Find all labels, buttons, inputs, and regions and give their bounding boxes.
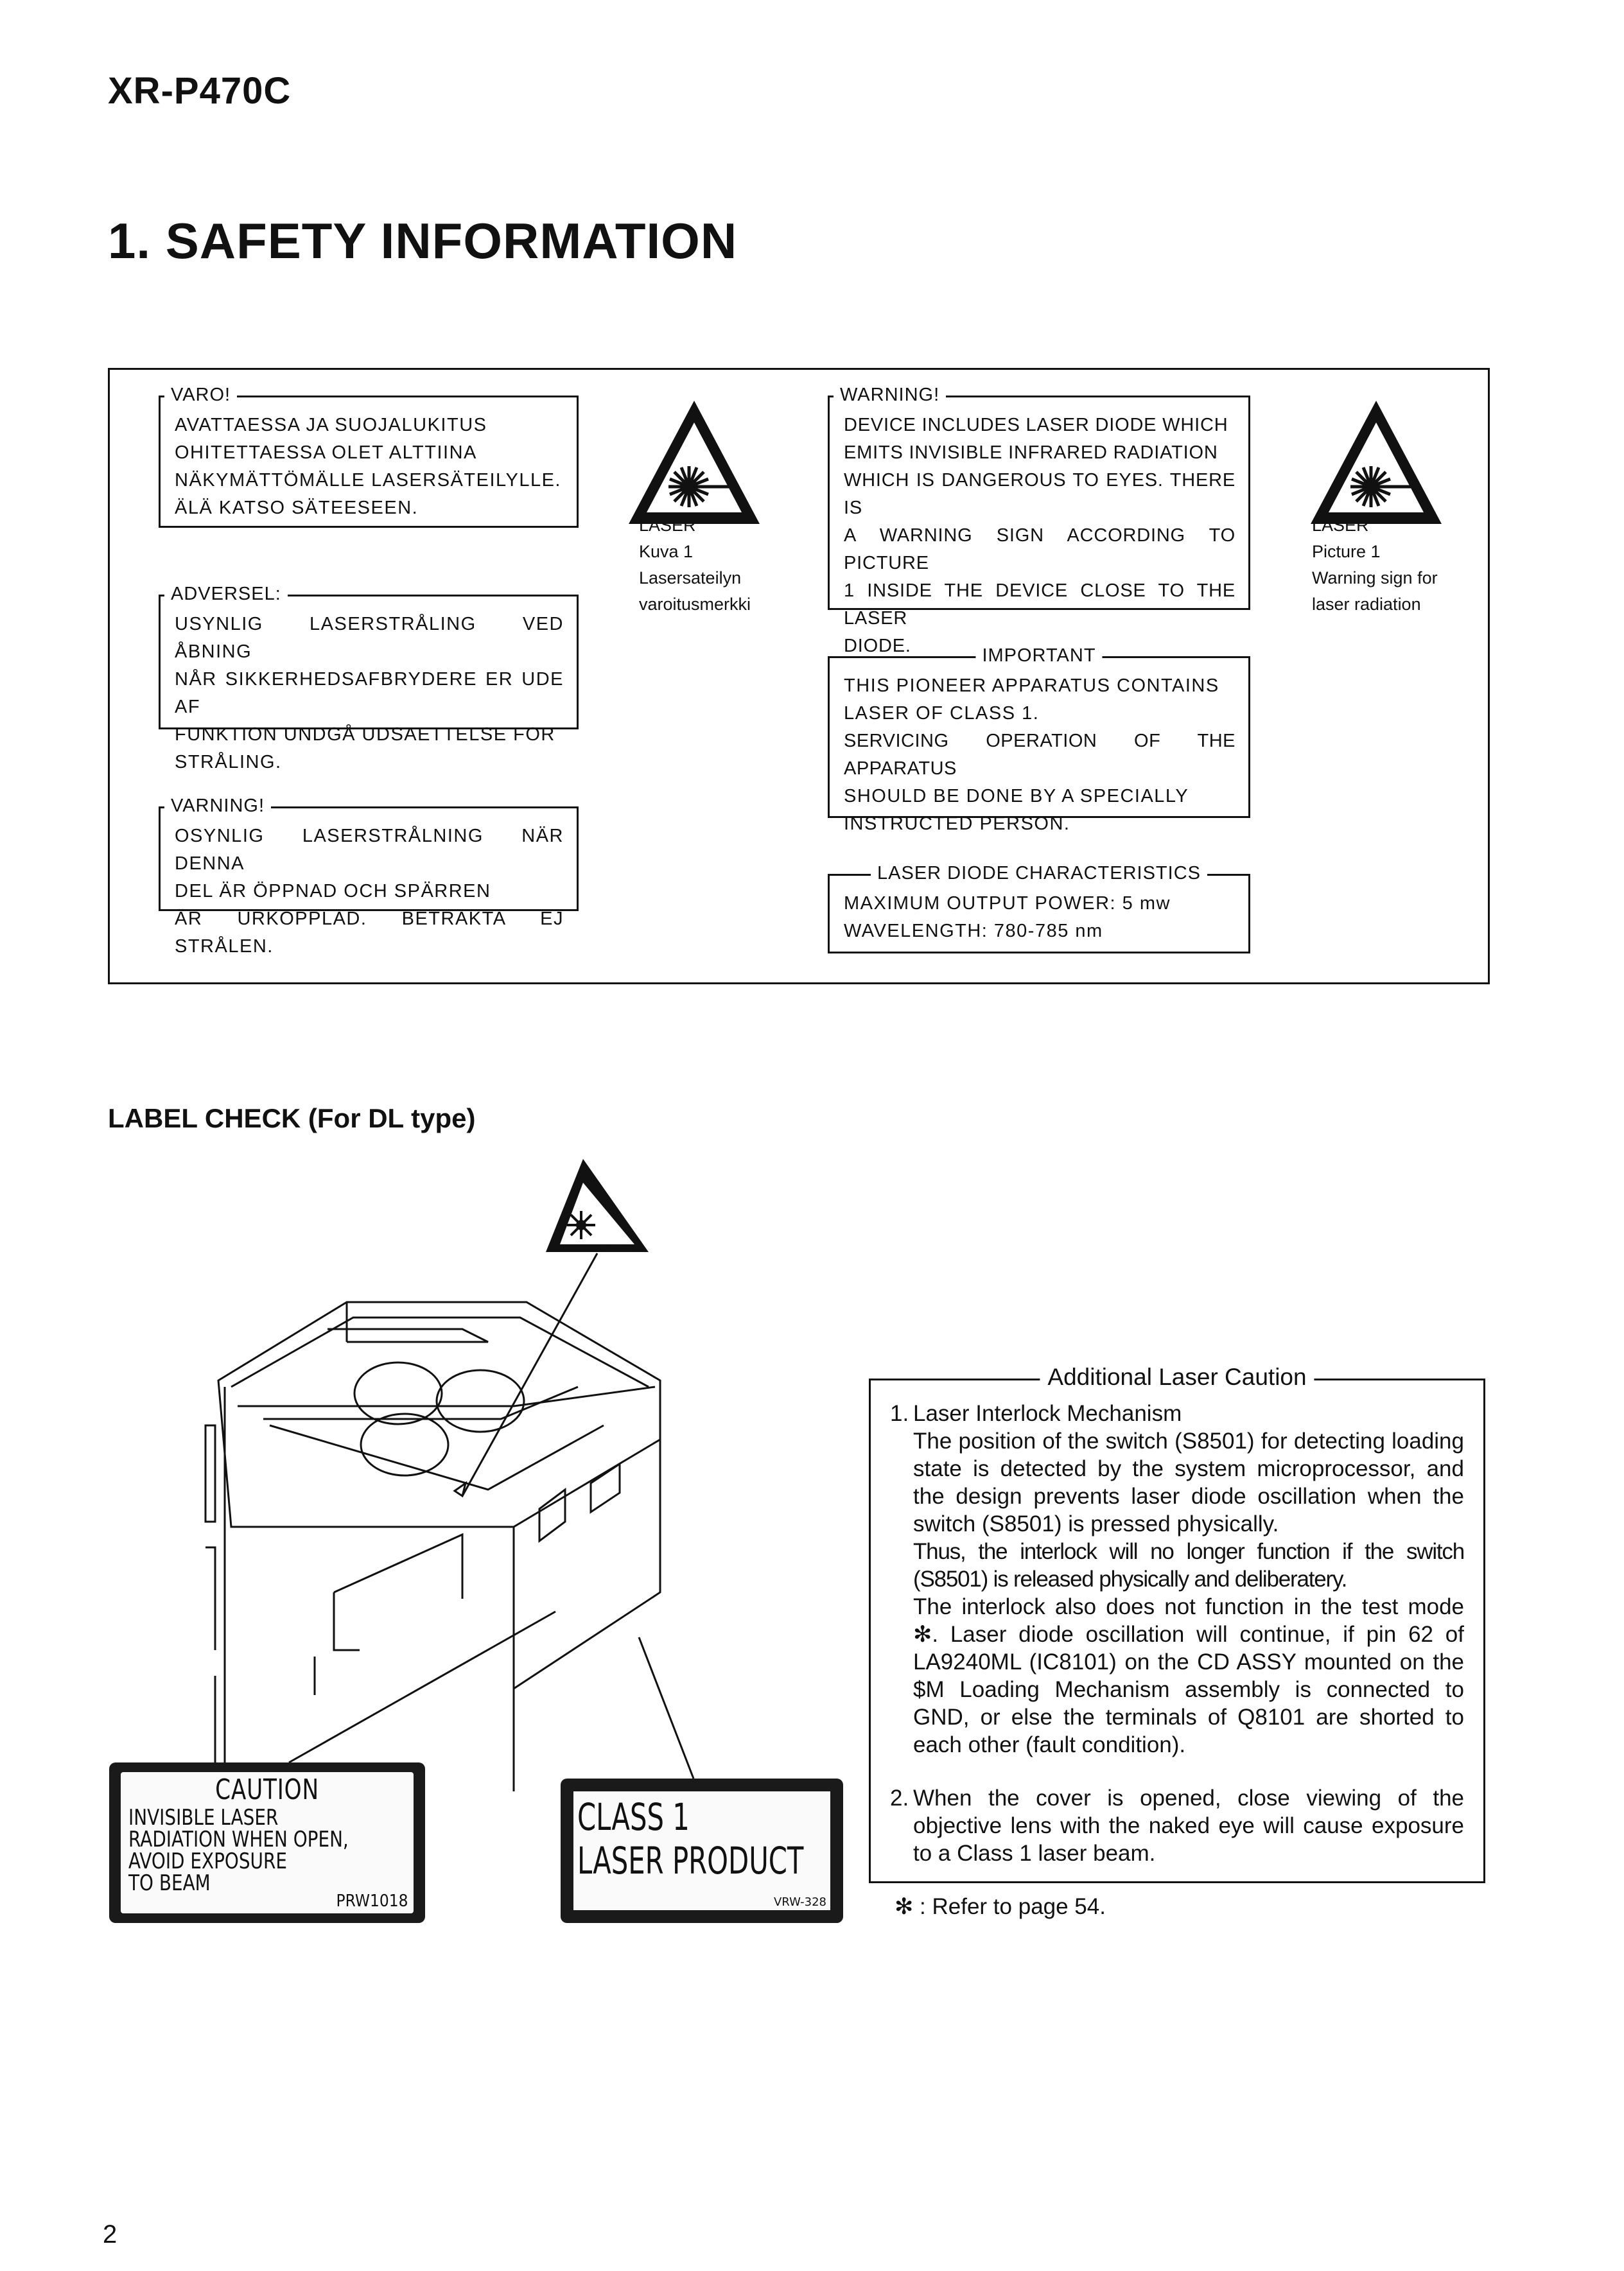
class-1-label <box>561 1779 843 1923</box>
notice-line: WHICH IS DANGEROUS TO EYES. THERE IS <box>844 470 1235 518</box>
notice-line: SERVICING OPERATION OF THE APPARATUS <box>844 731 1235 779</box>
notice-title: LASER DIODE CHARACTERISTICS <box>871 863 1207 884</box>
notice-title: VARNING! <box>164 796 271 817</box>
notice-line: DEVICE INCLUDES LASER DIODE WHICH <box>844 415 1228 435</box>
notice-line: A WARNING SIGN ACCORDING TO PICTURE <box>844 525 1235 573</box>
notice-line: 1 INSIDE THE DEVICE CLOSE TO THE LASER <box>844 580 1235 629</box>
class-label-code: VRW-328 <box>773 1895 826 1909</box>
notice-title: ADVERSEL: <box>164 584 288 605</box>
notice-line: NÄKYMÄTTÖMÄLLE LASERSÄTEILYLLE. <box>175 470 561 491</box>
caution-label-line: INVISIBLE LASER <box>128 1805 279 1831</box>
notice-line: THIS PIONEER APPARATUS CONTAINS <box>844 675 1219 696</box>
notice-line: OHITETTAESSA OLET ALTTIINA <box>175 442 477 463</box>
notice-adversel <box>159 584 579 772</box>
caution-label-line: RADIATION WHEN OPEN, <box>128 1827 349 1852</box>
notice-line: AVATTAESSA JA SUOJALUKITUS <box>175 415 487 435</box>
notice-line: LASER OF CLASS 1. <box>844 703 1040 724</box>
caution-label-code: PRW1018 <box>336 1892 408 1911</box>
label-check-title: LABEL CHECK (For DL type) <box>108 1103 476 1133</box>
sign-caption-line: laser radiation <box>1312 595 1421 614</box>
notice-title: IMPORTANT <box>975 645 1102 666</box>
caution-item <box>890 1784 1464 1867</box>
sign-caption-line: Warning sign for <box>1312 568 1438 587</box>
notice-title: VARO! <box>164 385 237 406</box>
sign-caption-line: Lasersateilyn <box>639 568 742 587</box>
section-title: 1. SAFETY INFORMATION <box>108 213 738 269</box>
notice-line: SHOULD BE DONE BY A SPECIALLY <box>844 786 1189 806</box>
caution-label-title: CAUTION <box>215 1773 319 1806</box>
caution-label-line: TO BEAM <box>128 1870 211 1896</box>
item-paragraph: Thus, the interlock will no longer function if the switch (S8501) is released physically and deliberatery. <box>913 1539 1464 1592</box>
notice-line: ÄR URKOPPLAD. BETRAKTA EJ STRÅLEN. <box>175 909 564 957</box>
notice-varo <box>159 385 579 528</box>
notice-line: NÅR SIKKERHEDSAFBRYDERE ER UDE AF <box>175 669 564 717</box>
sign-caption-line: Picture 1 <box>1312 542 1381 561</box>
notice-title: WARNING! <box>834 385 946 406</box>
notice-varning <box>159 796 579 957</box>
item-number: 1. <box>890 1401 909 1426</box>
notice-line: ÄLÄ KATSO SÄTEESEEN. <box>175 498 419 518</box>
notice-line: DEL ÄR ÖPPNAD OCH SPÄRREN <box>175 881 491 901</box>
notice-line: MAXIMUM OUTPUT POWER: 5 mw <box>844 893 1171 914</box>
item-paragraph: The interlock also does not function in the test mode ✻. Laser diode oscillation will continue, if pin 62 of LA9240ML (IC8101) on the CD ASSY mounted on the $M Loading Mechanism assembly is connected to GND, or else the terminals of Q8101 are shorted to each other (fault condition). <box>913 1594 1464 1757</box>
item-heading: Laser Interlock Mechanism <box>913 1401 1182 1426</box>
notice-line: FUNKTION UNDGÅ UDSAETTELSE FOR <box>175 724 555 745</box>
sign-caption-english <box>1312 512 1438 618</box>
safety-frame <box>108 368 1490 984</box>
sign-caption-line: Kuva 1 <box>639 542 694 561</box>
additional-laser-caution <box>869 1364 1485 1883</box>
notice-line: EMITS INVISIBLE INFRARED RADIATION <box>844 442 1218 463</box>
device-drawing <box>103 1149 873 1795</box>
footnote: ✻ : Refer to page 54. <box>895 1894 1106 1919</box>
class-label-line: LASER PRODUCT <box>577 1839 804 1883</box>
notice-line: STRÅLING. <box>175 752 282 772</box>
notice-diode-characteristics <box>828 863 1250 953</box>
caution-item <box>890 1400 1464 1759</box>
sign-code: VRW-329 <box>604 1244 633 1251</box>
model-title: XR-P470C <box>108 70 292 112</box>
sign-label: LASER <box>1312 516 1369 535</box>
item-number: 2. <box>890 1786 909 1811</box>
page-number: 2 <box>103 2220 118 2249</box>
caution-label-line: AVOID EXPOSURE <box>128 1849 287 1874</box>
item-paragraph: When the cover is opened, close viewing of the objective lens with the naked eye will cause exposure to a Class 1 laser beam. <box>913 1786 1464 1866</box>
sign-caption-line: varoitusmerkki <box>639 595 751 614</box>
class-label-line: CLASS 1 <box>577 1795 690 1839</box>
additional-caution-title: Additional Laser Caution <box>1040 1364 1314 1391</box>
sign-label: LASER <box>639 516 696 535</box>
notice-line: USYNLIG LASERSTRÅLING VED ÅBNING <box>175 614 564 662</box>
notice-line: INSTRUCTED PERSON. <box>844 814 1070 834</box>
notice-line: OSYNLIG LASERSTRÅLNING NÄR DENNA <box>175 826 564 874</box>
caution-label <box>109 1762 425 1923</box>
item-paragraph: The position of the switch (S8501) for detecting loading state is detected by the system microprocessor, and the design prevents laser diode oscillation when the switch (S8501) is pressed physically. <box>913 1429 1464 1536</box>
notice-line: WAVELENGTH: 780-785 nm <box>844 921 1103 941</box>
sign-caption-finnish <box>639 512 751 618</box>
notice-line: DIODE. <box>844 636 911 656</box>
